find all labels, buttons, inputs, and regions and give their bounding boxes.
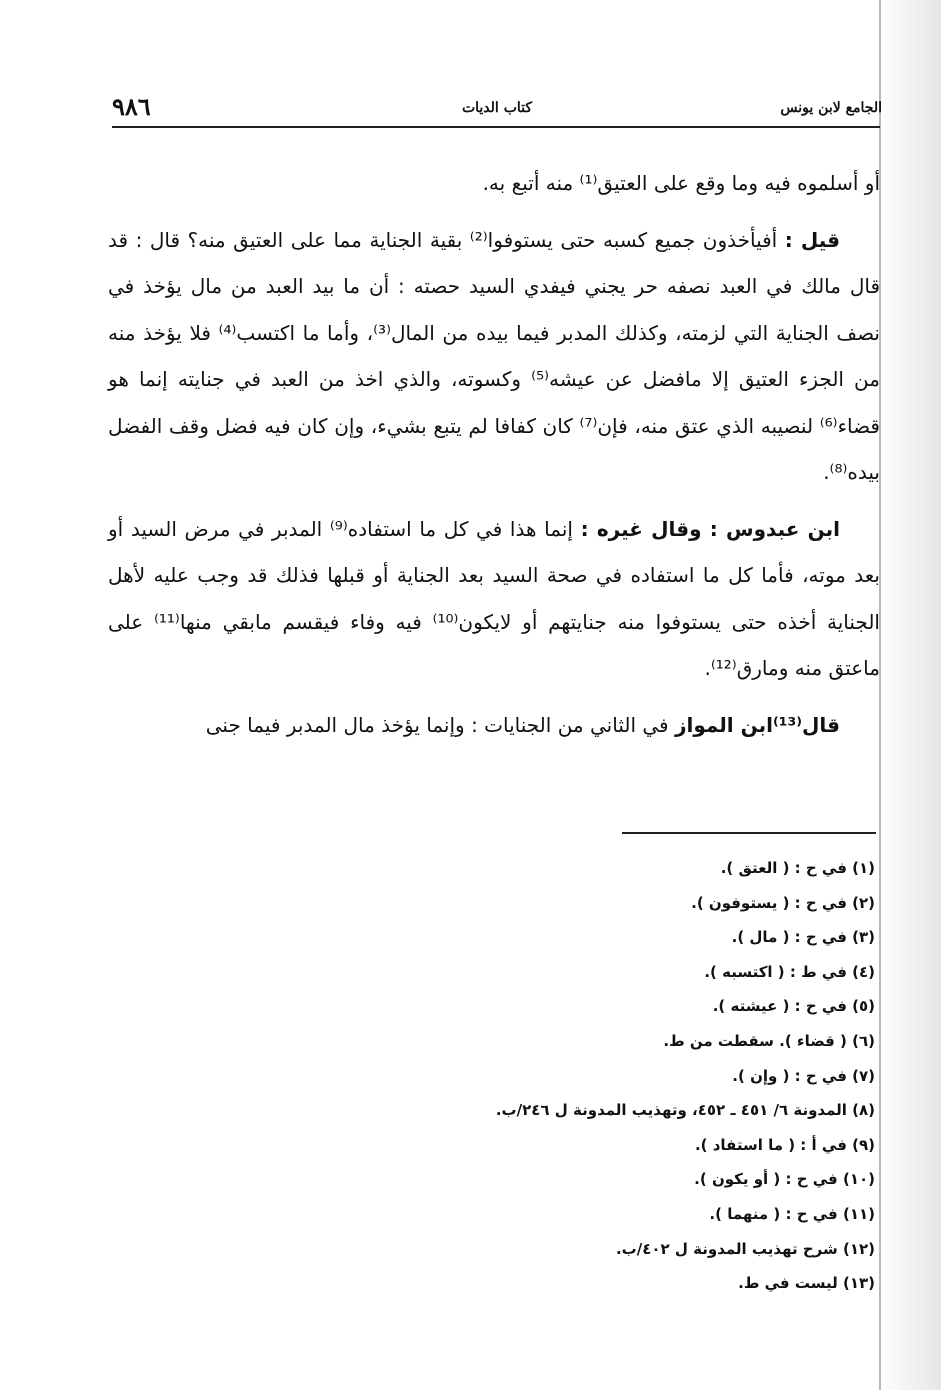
footnotes	[275, 851, 875, 1301]
footnote: (٢) في ح : ( يستوفون ).	[691, 893, 875, 912]
paragraph-text: أفيأخذون جميع كسبه حتى يستوفوا⁽²⁾ بقية الجناية مما على العتيق منه؟ قال : قد قال مالك في العبد نصفه حر يجني فيفدي السيد حصته : أن ما بيد العبد من مال يؤخذ في نصف الجناية التي لزمته، وكذلك المدبر فيما بيده من المال⁽³⁾، وأما ما اكتسب⁽⁴⁾ فلا يؤخذ منه من الجزء العتيق إلا مافضل عن عيشه⁽⁵⁾ وكسوته، والذي اخذ من العبد في جنايته إنما هو قضاء⁽⁶⁾ لنصيبه الذي عتق منه، فإن⁽⁷⁾ كان كفافا لم يتبع بشيء، وإن كان فيه فضل وقف الفضل بيده⁽⁸⁾.	[108, 227, 880, 484]
paragraph	[108, 506, 880, 692]
footnote: (١٣) ليست في ط.	[738, 1274, 875, 1293]
footnote: (٧) في ح : ( وإن ).	[732, 1066, 875, 1085]
header-rule	[112, 126, 880, 128]
footnote: (٥) في ح : ( عيشته ).	[712, 997, 875, 1016]
footnote: (٩) في أ : ( ما استفاد ).	[694, 1135, 875, 1154]
paragraph-text: إنما هذا في كل ما استفاده⁽⁹⁾ المدبر في مرض السيد أو بعد موته، فأما كل ما استفاده في صحة السيد بعد الجناية أو قبلها فذلك قد وجب عليه لأهل الجناية أخذه حتى يستوفوا منه جنايتهم أو لايكون⁽¹⁰⁾ فيه وفاء فيقسم مابقي منها⁽¹¹⁾ على ماعتق منه ومارق⁽¹²⁾.	[108, 516, 880, 680]
paragraph-lead: قيل :	[784, 227, 841, 252]
footnote: (٦) ( قضاء ). سقطت من ط.	[663, 1031, 875, 1050]
footnote: (٨) المدونة ٦/ ٤٥١ ـ ٤٥٢، وتهذيب المدونة ل ٢٤٦/ب.	[495, 1101, 875, 1120]
chapter-title: كتاب الديات	[461, 100, 533, 116]
page-edge-shadow	[879, 0, 941, 1390]
paragraph-lead: قال⁽¹³⁾ابن المواز	[674, 712, 840, 737]
footnote-rule	[622, 832, 876, 834]
footnote: (١٠) في ح : ( أو يكون ).	[694, 1170, 875, 1189]
footnote: (١١) في ح : ( منهما ).	[709, 1204, 875, 1223]
paragraph-lead: ابن عبدوس : وقال غيره :	[580, 516, 841, 541]
book-title: الجامع لابن يونس	[780, 100, 882, 116]
paragraph	[108, 160, 880, 207]
footnote: (١٢) شرح تهذيب المدونة ل ٤٠٢/ب.	[615, 1239, 875, 1258]
footnote: (٤) في ط : ( اكتسبه ).	[704, 962, 875, 981]
page-header	[112, 92, 882, 126]
footnote: (٣) في ح : ( مال ).	[731, 928, 875, 947]
page-number: ٩٨٦	[112, 92, 151, 121]
paragraph-text: أو أسلموه فيه وما وقع على العتيق⁽¹⁾ منه أتبع به.	[482, 171, 880, 195]
paragraph-text: في الثاني من الجنايات : وإنما يؤخذ مال المدبر فيما جنى	[205, 712, 669, 737]
main-text	[108, 160, 880, 758]
paragraph	[108, 217, 880, 496]
footnote: (١) في ح : ( العتق ).	[720, 859, 875, 877]
paragraph	[108, 702, 880, 749]
